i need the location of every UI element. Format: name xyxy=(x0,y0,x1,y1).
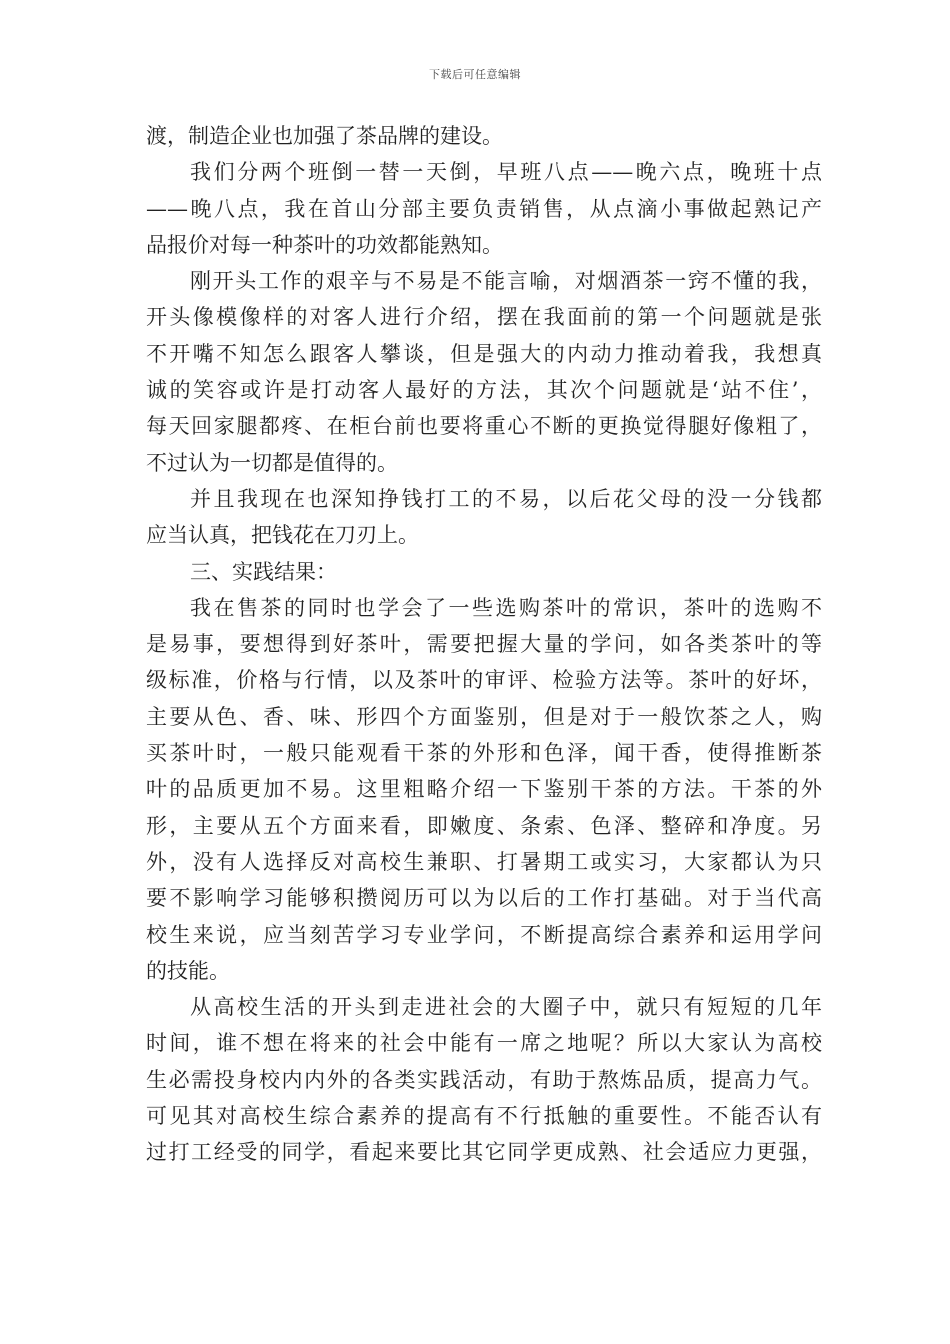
section-heading xyxy=(146,554,822,590)
text-line: 我们分两个班倒一替一天倒，早班八点——晚六点，晚班十点 xyxy=(190,160,822,185)
text-line: 外，没有人选择反对高校生兼职、打暑期工或实习，大家都认为只 xyxy=(146,849,822,874)
text-line: 叶的品质更加不易。这里粗略介绍一下鉴别干茶的方法。干茶的外 xyxy=(146,777,822,802)
paragraph-3 xyxy=(146,263,822,481)
text-line: 可见其对高校生综合素养的提高有不行抵触的重要性。不能否认有 xyxy=(146,1104,822,1129)
text-line: 主要从色、香、味、形四个方面鉴别，但是对于一般饮茶之人，购 xyxy=(146,704,822,729)
text-line: 渡，制造企业也加强了茶品牌的建设。 xyxy=(146,124,503,148)
text-line: 刚开头工作的艰辛与不易是不能言喻，对烟酒茶一窍不懂的我， xyxy=(190,269,822,294)
text-line: 诚的笑容或许是打动客人最好的方法，其次个问题就是‘站不住’， xyxy=(146,378,822,403)
text-line: 生必需投身校内内外的各类实践活动，有助于熬炼品质，提高力气。 xyxy=(146,1067,822,1092)
text-line: 过打工经受的同学，看起来要比其它同学更成熟、社会适应力更强， xyxy=(146,1140,822,1165)
text-line: 买茶叶时，一般只能观看干茶的外形和色泽，闻干香，使得推断茶 xyxy=(146,741,822,766)
paragraph-1 xyxy=(146,118,822,154)
text-line: 时间，谁不想在将来的社会中能有一席之地呢？所以大家认为高校 xyxy=(146,1031,822,1056)
text-line: 级标准，价格与行情，以及茶叶的审评、检验方法等。茶叶的好坏， xyxy=(146,668,822,693)
text-line: 应当认真，把钱花在刀刃上。 xyxy=(146,523,419,548)
page-header: 下载后可任意编辑 xyxy=(429,68,521,81)
text-line: 品报价对每一种茶叶的功效都能熟知。 xyxy=(146,232,503,257)
text-line: 从高校生活的开头到走进社会的大圈子中，就只有短短的几年 xyxy=(190,995,822,1020)
text-line: 形，主要从五个方面来看，即嫩度、条索、色泽、整碎和净度。另 xyxy=(146,813,822,838)
text-line: 不开嘴不知怎么跟客人攀谈，但是强大的内动力推动着我，我想真 xyxy=(146,341,822,366)
text-line: 开头像模像样的对客人进行介绍，摆在我面前的第一个问题就是张 xyxy=(146,305,822,330)
text-line: ——晚八点，我在首山分部主要负责销售，从点滴小事做起熟记产 xyxy=(146,196,822,221)
text-line: 要不影响学习能够积攒阅历可以为以后的工作打基础。对于当代高 xyxy=(146,886,822,911)
text-line: 不过认为一切都是值得的。 xyxy=(146,450,398,475)
paragraph-6 xyxy=(146,989,822,1170)
paragraph-4 xyxy=(146,481,822,554)
section-heading-text: 三、实践结果： xyxy=(190,559,337,584)
paragraph-2 xyxy=(146,154,822,263)
text-line: 每天回家腿都疼、在柜台前也要将重心不断的更换觉得腿好像粗了， xyxy=(146,414,822,439)
text-line: 我在售茶的同时也学会了一些选购茶叶的常识，茶叶的选购不 xyxy=(190,595,822,620)
text-line: 校生来说，应当刻苦学习专业学问，不断提高综合素养和运用学问 xyxy=(146,922,822,947)
document-body xyxy=(146,118,822,1171)
paragraph-5 xyxy=(146,590,822,989)
text-line: 是易事，要想得到好茶叶，需要把握大量的学问，如各类茶叶的等 xyxy=(146,632,822,657)
text-line: 的技能。 xyxy=(146,958,230,983)
text-line: 并且我现在也深知挣钱打工的不易，以后花父母的没一分钱都 xyxy=(190,486,822,511)
